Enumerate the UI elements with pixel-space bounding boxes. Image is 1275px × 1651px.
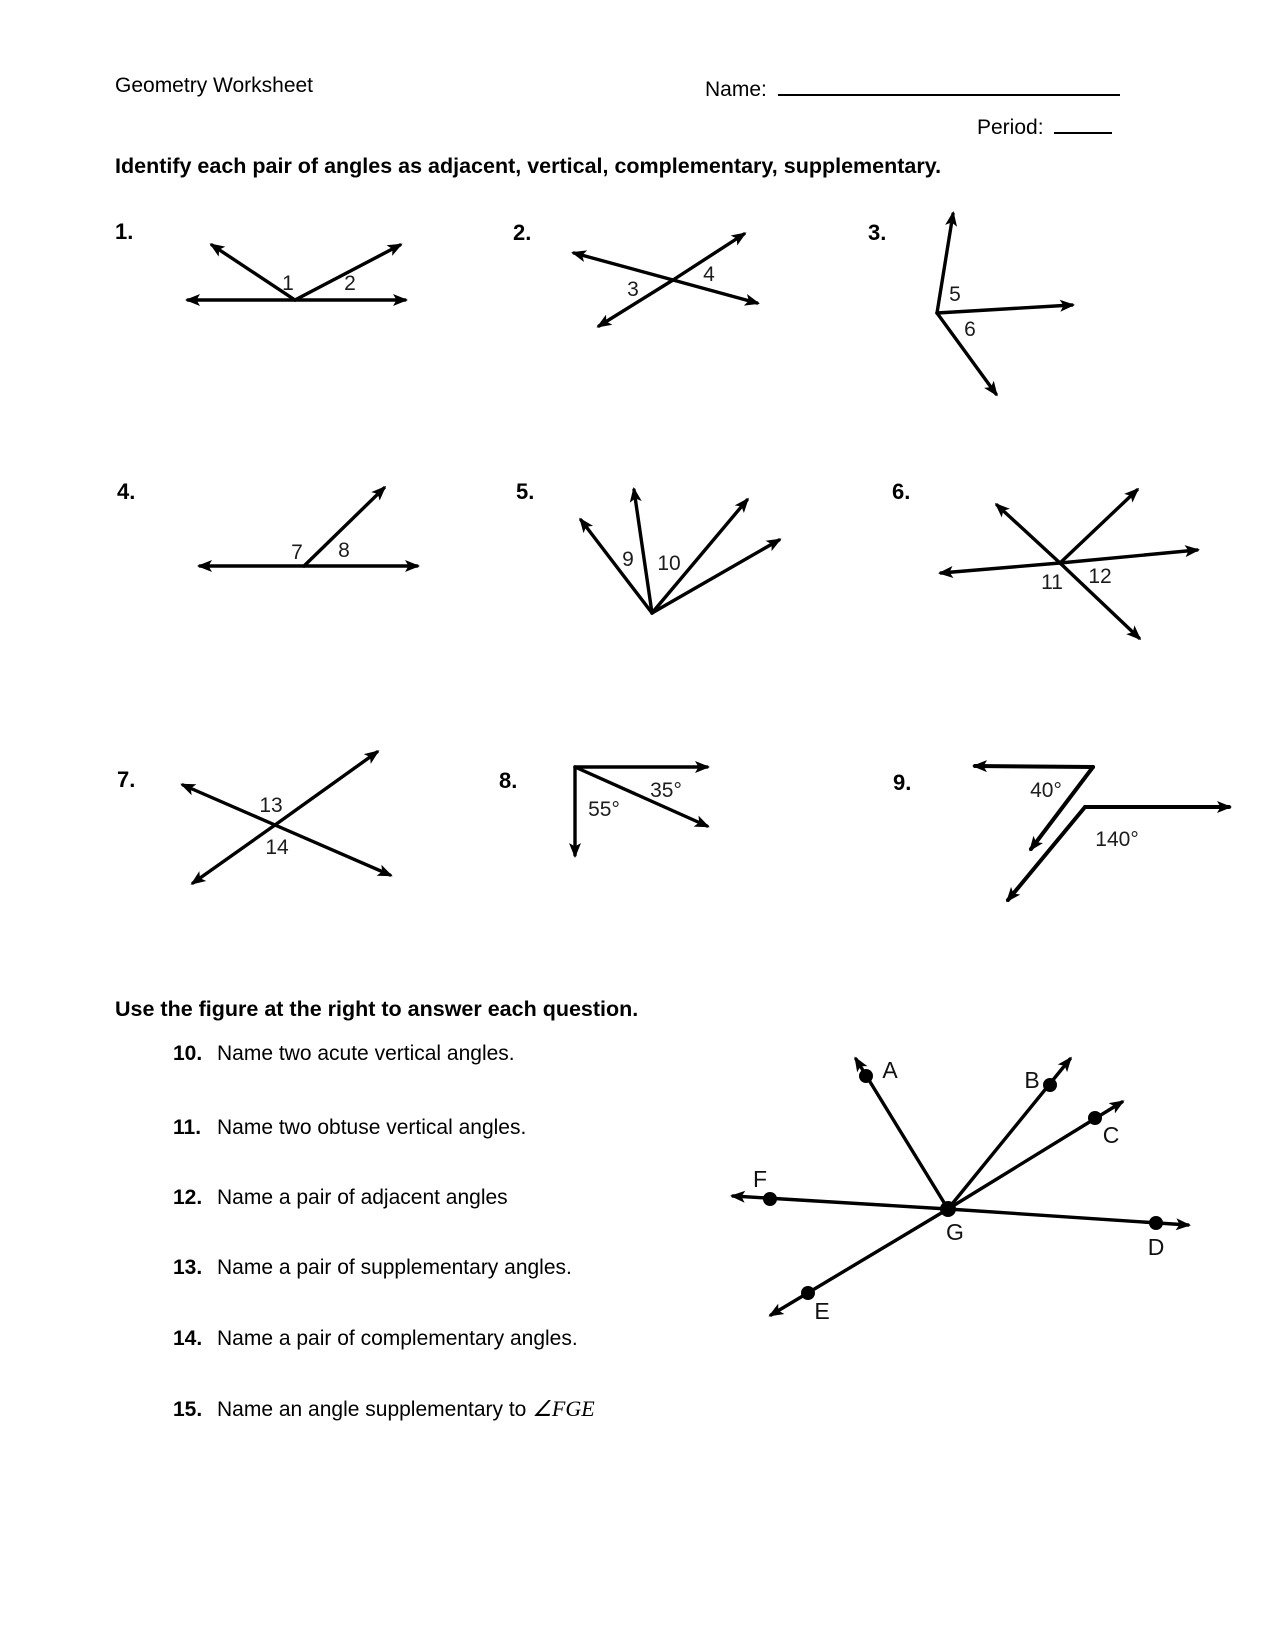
angle-label-1: 1: [282, 272, 294, 295]
question-11-number: 11.: [173, 1116, 202, 1139]
point-A-label: A: [882, 1057, 898, 1083]
problem-3-number: 3.: [868, 220, 887, 245]
figure-5-diagram: [565, 478, 795, 618]
question-12: [173, 1186, 508, 1210]
problem-6-number: 6.: [892, 479, 911, 504]
section1-instruction: Identify each pair of angles as adjacent, vertical, complementary, supplementary.: [115, 154, 942, 178]
figure-6-diagram: [925, 480, 1210, 650]
angle-label-13: 13: [259, 794, 283, 817]
point-C-dot: [1088, 1111, 1102, 1125]
question-12-number: 12.: [173, 1186, 203, 1209]
angle-label-5: 5: [949, 283, 961, 306]
question-13: [173, 1256, 572, 1280]
point-F-dot: [763, 1192, 777, 1206]
angle-label-140deg: 140°: [1095, 828, 1139, 851]
question-11-text: Name two obtuse vertical angles.: [217, 1116, 527, 1139]
question-15-text: Name an angle supplementary to: [217, 1398, 533, 1421]
ray-line: [1008, 807, 1085, 900]
ray-line: [275, 825, 390, 875]
ray-line: [997, 505, 1060, 563]
period-label: Period:: [977, 116, 1044, 139]
problem-7-number: 7.: [117, 767, 136, 792]
name-label: Name:: [705, 78, 767, 101]
point-E-dot: [801, 1286, 815, 1300]
ray-line: [1060, 550, 1197, 563]
question-15: [173, 1396, 595, 1422]
angle-label-6: 6: [964, 318, 976, 341]
period-row: [977, 112, 1112, 140]
angle-label-8: 8: [338, 539, 350, 562]
question-15-angle-notation: ∠FGE: [532, 1396, 595, 1421]
point-B-label: B: [1024, 1067, 1040, 1093]
ray-line: [975, 766, 1093, 767]
point-G-dot: [940, 1201, 956, 1217]
figure-9-diagram: [945, 735, 1245, 920]
angle-label-55deg: 55°: [588, 798, 620, 821]
problem-5-number: 5.: [516, 479, 535, 504]
point-A-dot: [859, 1069, 873, 1083]
problem-2-number: 2.: [513, 220, 532, 245]
point-F-label: F: [752, 1166, 768, 1192]
question-10-number: 10.: [173, 1042, 203, 1065]
point-E-label: E: [814, 1298, 830, 1324]
question-14-number: 14.: [173, 1327, 203, 1350]
angle-label-11: 11: [1041, 571, 1063, 594]
question-15-number: 15.: [173, 1398, 203, 1421]
angle-label-10: 10: [657, 552, 681, 575]
question-14: [173, 1327, 578, 1351]
ray-line: [673, 280, 757, 303]
problem-8-number: 8.: [499, 768, 518, 793]
angle-label-9: 9: [622, 548, 634, 571]
angle-label-4: 4: [703, 263, 715, 286]
angle-label-14: 14: [265, 836, 289, 859]
figure-2-diagram: [555, 222, 785, 340]
point-D-dot: [1149, 1216, 1163, 1230]
reference-figure-diagram: [700, 1040, 1220, 1340]
ray-line: [937, 305, 1072, 313]
period-blank-line: [1054, 112, 1112, 134]
angle-label-2: 2: [344, 272, 356, 295]
problem-4-number: 4.: [117, 479, 136, 504]
angle-label-35deg: 35°: [650, 779, 682, 802]
section2-instruction: Use the figure at the right to answer each question.: [115, 997, 639, 1021]
question-10-text: Name two acute vertical angles.: [217, 1042, 515, 1065]
figure-4-diagram: [190, 478, 425, 573]
point-C-label: C: [1102, 1122, 1120, 1148]
angle-label-3: 3: [627, 278, 639, 301]
angle-label-12: 12: [1088, 565, 1112, 588]
question-10: [173, 1042, 515, 1066]
ray-line: [1060, 490, 1137, 563]
point-D-label: D: [1147, 1234, 1165, 1260]
figure-8-diagram: [540, 725, 735, 870]
worksheet-title: Geometry Worksheet: [115, 74, 314, 97]
name-blank-line: [778, 74, 1120, 96]
name-row: [705, 74, 1120, 102]
question-13-text: Name a pair of supplementary angles.: [217, 1256, 572, 1279]
question-11: [173, 1116, 526, 1140]
ray-line: [193, 825, 275, 883]
angle-label-40deg: 40°: [1030, 779, 1062, 802]
figure-7-diagram: [165, 715, 410, 890]
ray-line-GE: [771, 1209, 948, 1315]
question-12-text: Name a pair of adjacent angles: [217, 1186, 508, 1209]
ray-line: [275, 752, 377, 825]
ray-line: [574, 253, 673, 280]
figure-1-diagram: [170, 225, 425, 317]
angle-label-7: 7: [291, 541, 303, 564]
point-B-dot: [1043, 1078, 1057, 1092]
question-13-number: 13.: [173, 1256, 203, 1279]
figure-3-diagram: [870, 196, 1090, 402]
point-G-label: G: [946, 1219, 964, 1245]
ray-line: [652, 540, 779, 613]
problem-9-number: 9.: [893, 770, 912, 795]
problem-1-number: 1.: [115, 219, 134, 244]
question-14-text: Name a pair of complementary angles.: [217, 1327, 578, 1350]
